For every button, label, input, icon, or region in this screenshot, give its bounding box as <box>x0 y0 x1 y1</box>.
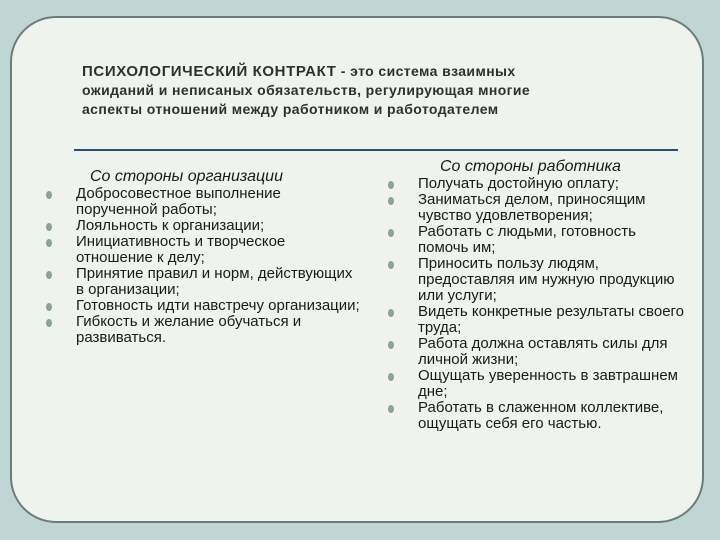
bullet-icon <box>388 229 394 237</box>
list-item <box>46 266 364 298</box>
list-item <box>388 176 688 192</box>
bullet-icon <box>46 271 52 279</box>
list-item <box>388 400 688 432</box>
organization-list <box>46 186 364 346</box>
list-item <box>46 298 364 314</box>
bullet-icon <box>46 223 52 231</box>
list-item-text: Готовность идти навстречу организации; <box>76 297 360 314</box>
bullet-icon <box>388 197 394 205</box>
list-item-text: Работать в слаженном коллективе, ощущать себя его частью. <box>418 399 664 432</box>
bullet-icon <box>388 341 394 349</box>
list-item <box>388 192 688 224</box>
list-item-text: Работа должна оставлять силы для личной жизни; <box>418 335 668 368</box>
employee-list <box>388 176 688 432</box>
organization-heading: Со стороны организации <box>90 168 283 185</box>
bullet-icon <box>388 261 394 269</box>
bullet-icon <box>388 405 394 413</box>
title-line-1 <box>82 62 682 81</box>
bullet-icon <box>46 191 52 199</box>
list-item <box>46 186 364 218</box>
title-line-1-rest: - это система взаимных <box>336 63 516 79</box>
list-item-text: Получать достойную оплату; <box>418 175 619 192</box>
title-block <box>82 62 682 119</box>
list-item-text: Добросовестное выполнение порученной работы; <box>76 185 281 218</box>
list-item <box>388 336 688 368</box>
list-item-text: Гибкость и желание обучаться и развиваться. <box>76 313 302 346</box>
list-item <box>46 314 364 346</box>
list-item-text: Приносить пользу людям, предоставляя им нужную продукцию или услуги; <box>418 255 675 304</box>
organization-column <box>46 168 364 346</box>
bullet-icon <box>388 373 394 381</box>
title-lead: ПСИХОЛОГИЧЕСКИЙ КОНТРАКТ <box>82 63 337 80</box>
title-line-2: ожиданий и неписаных обязательств, регулирующая многие <box>82 82 531 98</box>
list-item <box>46 218 364 234</box>
list-item-text: Ощущать уверенность в завтрашнем дне; <box>418 367 678 400</box>
list-item-text: Лояльность к организации; <box>76 217 265 234</box>
list-item-text: Заниматься делом, приносящим чувство удовлетворения; <box>418 191 646 224</box>
list-item-text: Видеть конкретные результаты своего труда; <box>418 303 685 336</box>
slide-panel <box>10 16 704 523</box>
list-item-text: Инициативность и творческое отношение к делу; <box>76 233 286 266</box>
list-item-text: Принятие правил и норм, действующих в организации; <box>76 265 353 298</box>
list-item <box>46 234 364 266</box>
employee-heading: Со стороны работника <box>440 158 621 175</box>
list-item <box>388 304 688 336</box>
list-item <box>388 256 688 304</box>
list-item <box>388 224 688 256</box>
list-item-text: Работать с людьми, готовность помочь им; <box>418 223 636 256</box>
bullet-icon <box>388 309 394 317</box>
title-line-3: аспекты отношений между работником и работодателем <box>82 101 499 117</box>
employee-column <box>388 158 688 432</box>
bullet-icon <box>46 303 52 311</box>
bullet-icon <box>388 181 394 189</box>
bullet-icon <box>46 239 52 247</box>
bullet-icon <box>46 319 52 327</box>
divider-rule <box>74 149 678 151</box>
list-item <box>388 368 688 400</box>
